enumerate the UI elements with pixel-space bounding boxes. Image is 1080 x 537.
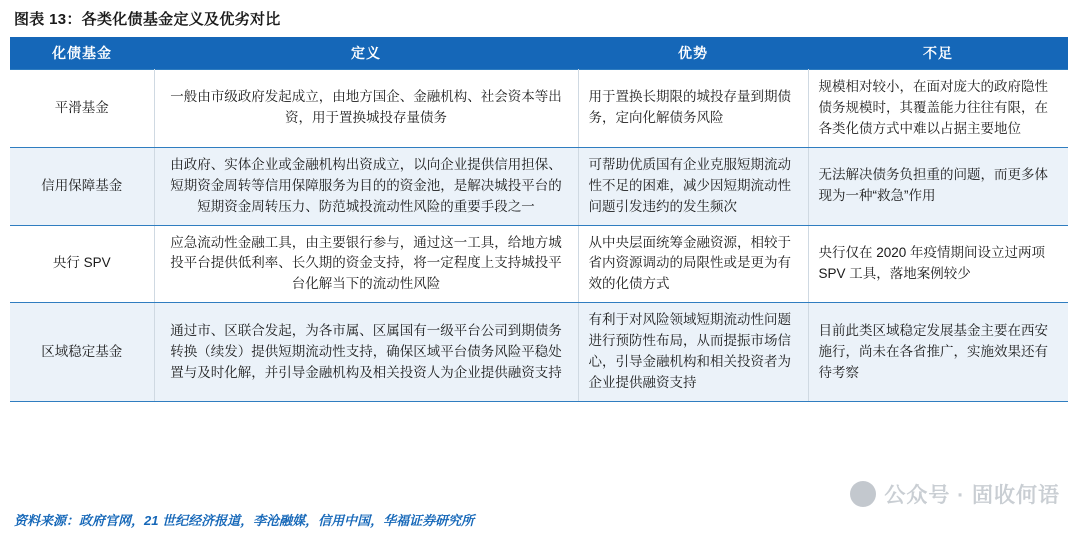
column-header-fund-type: 化债基金: [10, 37, 154, 70]
cell-disadvantage: 目前此类区域稳定发展基金主要在西安施行，尚未在各省推广，实施效果还有待考察: [808, 303, 1068, 402]
table-row: [10, 225, 1068, 303]
cell-definition: 应急流动性金融工具，由主要银行参与，通过这一工具，给地方城投平台提供低利率、长久期的资金支持，将一定程度上支持城投平台化解当下的流动性风险: [154, 225, 578, 303]
table-body: [10, 70, 1068, 402]
watermark-logo-icon: [850, 481, 876, 507]
page-title: 图表 13：各类化债基金定义及优劣对比: [14, 11, 281, 28]
cell-disadvantage: 规模相对较小，在面对庞大的政府隐性债务规模时，其覆盖能力往往有限，在各类化债方式中难以占据主要地位: [808, 70, 1068, 148]
cell-fund-type: 平滑基金: [10, 70, 154, 148]
figure-title-bar: [10, 0, 1070, 35]
table-header: [10, 37, 1068, 70]
column-header-disadvantage: 不足: [808, 37, 1068, 70]
cell-advantage: 从中央层面统筹金融资源，相较于省内资源调动的局限性或是更为有效的化债方式: [578, 225, 808, 303]
table-row: [10, 303, 1068, 402]
cell-fund-type: 信用保障基金: [10, 147, 154, 225]
cell-advantage: 用于置换长期限的城投存量到期债务，定向化解债务风险: [578, 70, 808, 148]
comparison-table: [10, 37, 1068, 402]
watermark: [850, 479, 1060, 509]
cell-disadvantage: 无法解决债务负担重的问题，而更多体现为一种“救急”作用: [808, 147, 1068, 225]
cell-advantage: 有利于对风险领域短期流动性问题进行预防性布局，从而提振市场信心，引导金融机构和相关投资者为企业提供融资支持: [578, 303, 808, 402]
table-row: [10, 70, 1068, 148]
cell-fund-type: 区域稳定基金: [10, 303, 154, 402]
cell-definition: 通过市、区联合发起，为各市属、区属国有一级平台公司到期债务转换（续发）提供短期流动性支持，确保区域平台债务风险平稳处置与及时化解，并引导金融机构及相关投资人为企业提供融资支持: [154, 303, 578, 402]
watermark-text: 公众号 · 固收何语: [884, 484, 1060, 507]
cell-advantage: 可帮助优质国有企业克服短期流动性不足的困难，减少因短期流动性问题引发违约的发生频次: [578, 147, 808, 225]
cell-definition: 一般由市级政府发起成立，由地方国企、金融机构、社会资本等出资，用于置换城投存量债务: [154, 70, 578, 148]
table-row: [10, 147, 1068, 225]
cell-definition: 由政府、实体企业或金融机构出资成立，以向企业提供信用担保、短期资金周转等信用保障服务为目的的资金池，是解决城投平台的短期资金周转压力、防范城投流动性风险的重要手段之一: [154, 147, 578, 225]
cell-fund-type: 央行 SPV: [10, 225, 154, 303]
table-header-row: [10, 37, 1068, 70]
column-header-advantage: 优势: [578, 37, 808, 70]
column-header-definition: 定义: [154, 37, 578, 70]
source-note: 资料来源：政府官网，21 世纪经济报道，李沧融媒，信用中国，华福证券研究所: [14, 513, 475, 528]
cell-disadvantage: 央行仅在 2020 年疫情期间设立过两项 SPV 工具，落地案例较少: [808, 225, 1068, 303]
